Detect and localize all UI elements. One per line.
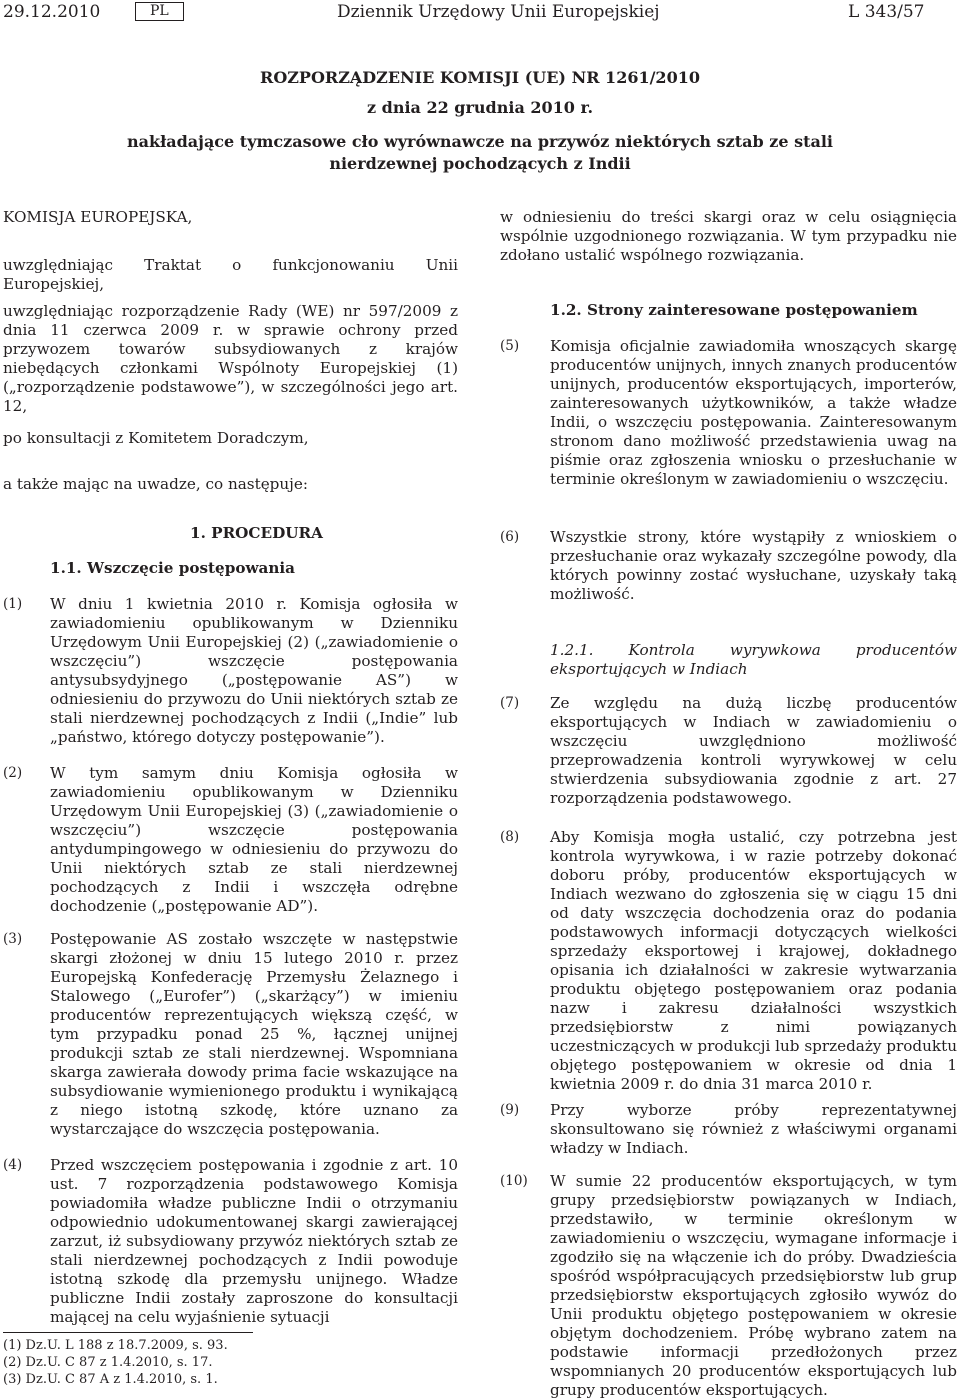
footnote-rule [3, 1332, 253, 1333]
paragraph: W dniu 1 kwietnia 2010 r. Komisja ogłosiła w zawiadomieniu opublikowanym w Dzienniku Urzędowym Unii Europejskiej (2) („zawiadomienie o wszczęciu”) wszczęcie postępowania antysubsydyjnego („postępowanie AS”) w odniesieniu do przywozu do Unii niektórych sztab ze stali nierdzewnej pochodzących z Indii („Indie” lub „państwo, którego dotyczy postępowanie”). [50, 595, 458, 746]
commission-line: KOMISJA EUROPEJSKA, [3, 208, 193, 226]
para-number: (2) [3, 765, 23, 781]
footnote: (3) Dz.U. C 87 A z 1.4.2010, s. 1. [3, 1372, 218, 1387]
paragraph: Postępowanie AS zostało wszczęte w następstwie skargi złożonej w dniu 15 lutego 2010 r. przez Europejską Konfederację Przemysłu Żelaznego i Stalowego („Eurofer”) („skarżący”) w imieniu producentów reprezentujących większą część, w tym przypadku ponad 25 %, łącznej unijnej produkcji sztab ze stali nierdzewnej. Wspomniana skarga zawierała dowody prima facie wskazujące na subsydiowanie wymienionego produktu i wynikającą z niego istotną szkodę, które uznano za wystarczające do wszczęcia postępowania. [50, 930, 458, 1138]
regulation-date: z dnia 22 grudnia 2010 r. [366, 98, 594, 117]
para-number: (4) [3, 1157, 23, 1173]
para-number: (7) [500, 695, 520, 711]
regulation-title: ROZPORZĄDZENIE KOMISJI (UE) NR 1261/2010 [260, 68, 700, 87]
header-date: 29.12.2010 [3, 2, 101, 22]
para-number: (3) [3, 931, 23, 947]
para-number: (10) [500, 1173, 528, 1189]
footnote: (2) Dz.U. C 87 z 1.4.2010, s. 17. [3, 1355, 213, 1370]
para-number: (9) [500, 1102, 520, 1118]
section-heading-parties: 1.2. Strony zainteresowane postępowaniem [550, 301, 918, 319]
footnote: (1) Dz.U. L 188 z 18.7.2009, s. 93. [3, 1338, 228, 1353]
section-heading-procedure: 1. PROCEDURA [190, 524, 323, 542]
language-badge: PL [135, 2, 184, 21]
paragraph: Przed wszczęciem postępowania i zgodnie z art. 10 ust. 7 rozporządzenia podstawowego Komisja powiadomiła władze publiczne Indii o otrzymaniu odpowiednio udokumentowanej skargi zawierającej zarzut, iż subsydiowany przywóz niektórych sztab ze stali nierdzewnej pochodzących z Indii powoduje istotną szkodę dla przemysłu unijnego. Władze publiczne Indii zostały zaproszone do konsultacji mającej na celu wyjaśnienie sytuacji [50, 1156, 458, 1326]
para-number: (6) [500, 529, 520, 545]
recital-consultation: po konsultacji z Komitetem Doradczym, [3, 429, 309, 447]
journal-name: Dziennik Urzędowy Unii Europejskiej [337, 2, 660, 22]
continuation-text: w odniesieniu do treści skargi oraz w celu osiągnięcia wspólnie uzgodnionego rozwiązania. W tym przypadku nie zdołano ustalić wspólnego rozwiązania. [500, 208, 957, 264]
page-number: L 343/57 [848, 2, 925, 22]
recital-treaty: uwzględniając Traktat o funkcjonowaniu Unii Europejskiej, [3, 256, 458, 293]
para-number: (5) [500, 338, 520, 354]
paragraph: Ze względu na dużą liczbę producentów eksportujących w Indiach w zawiadomieniu o wszczęciu uwzględniono możliwość przeprowadzenia kontroli wyrywkowej w celu stwierdzenia subsydiowania zgodnie z art. 27 rozporządzenia podstawowego. [550, 694, 957, 807]
paragraph: Komisja oficjalnie zawiadomiła wnoszących skargę producentów unijnych, innych znanych producentów unijnych, producentów eksportujących, importerów, zainteresowanych użytkowników, a także władze Indii, o wszczęciu postępowania. Zainteresowanym stronom dano możliwość przedstawienia uwag na piśmie oraz zgłoszenia wniosku o przesłuchanie w terminie określonym w zawiadomieniu o wszczęciu. [550, 337, 957, 488]
paragraph: Aby Komisja mogła ustalić, czy potrzebna jest kontrola wyrywkowa, i w razie potrzeby dokonać doboru próby, producentów eksportujących w Indiach wezwano do zgłoszenia się w ciągu 15 dni od daty wszczęcia dochodzenia oraz do podania podstawowych informacji dotyczących wielkości sprzedaży eksportowej i krajowej, dokładnego opisania ich działalności w zakresie wytwarzania produktu objętego postępowaniem oraz podania nazw i zakresu działalności wszystkich przedsiębiorstw z nimi powiązanych uczestniczących w produkcji lub sprzedaży produktu objętego postępowaniem w okresie od dnia 1 kwietnia 2009 r. do dnia 31 marca 2010 r. [550, 828, 957, 1093]
paragraph: Wszystkie strony, które wystąpiły z wnioskiem o przesłuchanie oraz wykazały szczególne powody, dla których powinny zostać wysłuchane, uzyskały taką możliwość. [550, 528, 957, 603]
para-number: (8) [500, 829, 520, 845]
paragraph: W tym samym dniu Komisja ogłosiła w zawiadomieniu opublikowanym w Dzienniku Urzędowym Unii Europejskiej (3) („zawiadomienie o wszczęciu”) wszczęcie postępowania antydumpingowego w odniesieniu do przywozu do Unii niektórych sztab ze stali nierdzewnej pochodzących z Indii i wszczęła odrębne dochodzenie („postępowanie AD”). [50, 764, 458, 915]
section-heading-sampling: 1.2.1. Kontrola wyrywkowa producentów eksportujących w Indiach [550, 641, 957, 678]
paragraph: Przy wyborze próby reprezentatywnej skonsultowano się również z właściwymi organami władzy w Indiach. [550, 1101, 957, 1157]
paragraph: W sumie 22 producentów eksportujących, w tym grupy przedsiębiorstw powiązanych w Indiach, przedstawiło, w terminie określonym w zawiadomieniu o wszczęciu, wymagane informacje i zgodziło się na włączenie ich do próby. Dwadzieścia spośród współpracujących przedsiębiorstw lub grup przedsiębiorstw eksportujących zgłosiło wywóz do Unii produktu objętego postępowaniem w okresie objętym dochodzeniem. Próbę wybrano zatem na podstawie informacji przedłożonych przez wspomnianych 20 producentów eksportujących lub grupy producentów eksportujących. [550, 1172, 957, 1399]
para-number: (1) [3, 596, 23, 612]
recital-regulation: uwzględniając rozporządzenie Rady (WE) nr 597/2009 z dnia 11 czerwca 2009 r. w sprawie ochrony przed przywozem towarów subsydiowanych z krajów niebędących członkami Wspólnoty Europejskiej (1) („rozporządzenie podstawowe”), w szczególności jego art. 12, [3, 302, 458, 415]
recital-whereas: a także mając na uwadze, co następuje: [3, 475, 308, 493]
section-heading-initiation: 1.1. Wszczęcie postępowania [50, 559, 296, 577]
regulation-subtitle: nakładające tymczasowe cło wyrównawcze na przywóz niektórych sztab ze stali nierdzewnej pochodzących z Indii [126, 132, 833, 173]
